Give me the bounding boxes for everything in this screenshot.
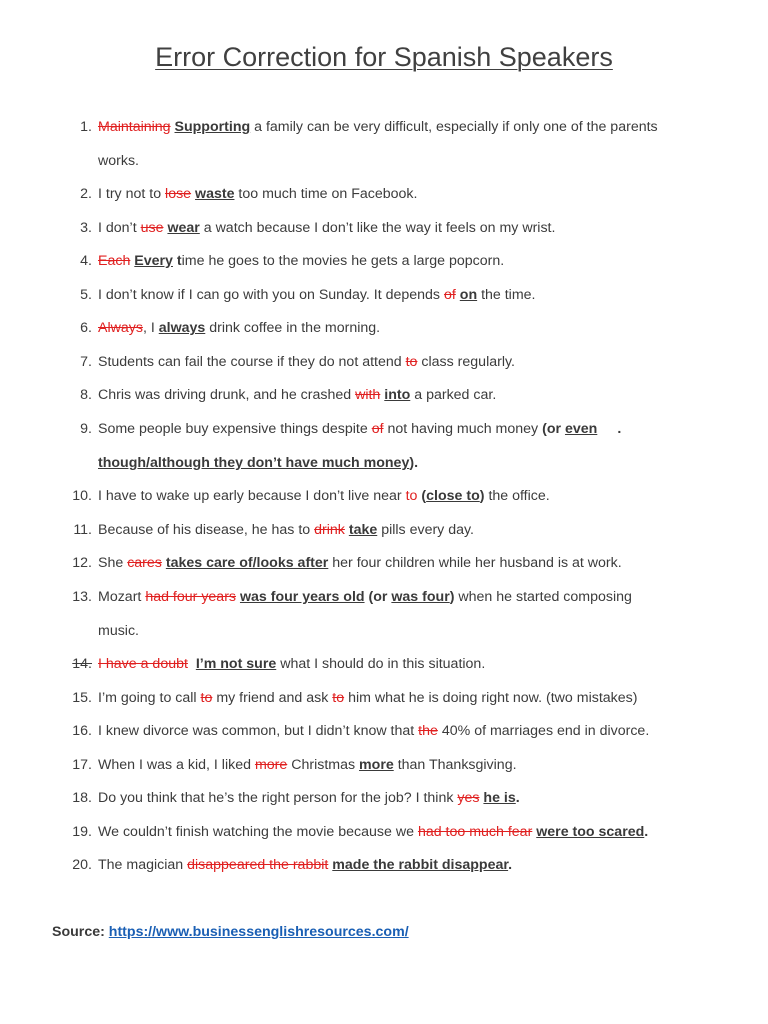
correct-word: Supporting	[174, 119, 251, 135]
item-number: 2.	[80, 186, 92, 202]
wrong-word: of	[443, 287, 456, 303]
period: .	[515, 790, 520, 806]
sentence-text: than Thanksgiving.	[397, 757, 517, 773]
wrong-word: cares	[127, 555, 162, 571]
alternative-close: )	[449, 589, 455, 605]
wrong-word: use	[140, 220, 164, 236]
sentence-text: the office.	[488, 488, 550, 504]
wrong-word: I have a doubt	[98, 656, 188, 672]
wrong-word: disappeared the rabbit	[187, 857, 329, 873]
correct-word-alt: was four	[391, 589, 450, 605]
alternative-open: (	[421, 488, 427, 504]
sentence-text: drink coffee in the morning.	[209, 320, 381, 336]
sentence-text: Because of his disease, he has to	[98, 522, 311, 538]
item-number: 6.	[80, 320, 92, 336]
sentence-text: my friend and ask	[216, 690, 329, 706]
sentence-text: her four children while her husband is at work.	[332, 555, 622, 571]
page-title: Error Correction for Spanish Speakers	[155, 42, 613, 72]
correct-word: Every	[134, 253, 173, 269]
sentence-text: Some people buy expensive things despite	[98, 421, 368, 437]
correct-word: he is	[483, 790, 516, 806]
wrong-word: to	[200, 690, 213, 706]
sentence-text: , I	[142, 320, 155, 336]
alternative-open: (or	[368, 589, 388, 605]
sentence-text: ime he goes to the movies he gets a large popcorn.	[181, 253, 505, 269]
wrong-word: more	[254, 757, 288, 773]
correct-letter: t	[176, 253, 182, 269]
wrong-word: to	[405, 354, 418, 370]
correct-word: into	[384, 387, 411, 403]
sentence-text: 40% of marriages end in divorce.	[441, 723, 650, 739]
alternative-close: )	[479, 488, 485, 504]
correct-word: close to	[426, 488, 480, 504]
sentence-text: I knew divorce was common, but I didn’t know that	[98, 723, 415, 739]
sentence-text: I try not to	[98, 186, 162, 202]
item-number: 11.	[73, 522, 92, 538]
item-number: 4.	[80, 253, 92, 269]
item-number: 19.	[72, 824, 92, 840]
sentence-text: him what he is doing right now. (two mistakes)	[348, 690, 638, 706]
correct-word: were too scared	[536, 824, 645, 840]
wrong-word: had four years	[145, 589, 237, 605]
sentence-text: too much time on Facebook.	[238, 186, 418, 202]
sentence-text: I don’t know if I can go with you on Sunday. It depends	[98, 287, 441, 303]
wrong-word: with	[355, 387, 381, 403]
correct-word: on	[459, 287, 478, 303]
sentence-text: Christmas	[291, 757, 356, 773]
source-link[interactable]: https://www.businessenglishresources.com/	[108, 924, 409, 940]
sentence-text: The magician	[98, 857, 184, 873]
correct-word: always	[158, 320, 206, 336]
alternative-close: ).	[409, 455, 419, 471]
wrong-word: to	[332, 690, 345, 706]
sentence-text: I have to wake up early because I don’t live near	[98, 488, 402, 504]
correct-word: waste	[195, 186, 235, 202]
sentence-text: works.	[98, 153, 139, 169]
sentence-text: a parked car.	[414, 387, 497, 403]
item-number: 17.	[72, 757, 92, 773]
item-number: 16.	[72, 723, 92, 739]
sentence-text: We couldn’t finish watching the movie because we	[98, 824, 414, 840]
item-number: 18.	[72, 790, 92, 806]
item-number: 3.	[80, 220, 92, 236]
correct-word: wear	[167, 220, 200, 236]
sentence-text: what I should do in this situation.	[280, 656, 486, 672]
correct-word: even	[564, 421, 598, 437]
sentence-text: When I was a kid, I liked	[98, 757, 251, 773]
alternative-open: (or	[542, 421, 562, 437]
correct-word: though/although they don’t have much money	[98, 455, 410, 471]
correct-word: was four years old	[239, 589, 365, 605]
wrong-word: yes	[457, 790, 480, 806]
wrong-word: had too much fear	[417, 824, 533, 840]
wrong-word: the	[418, 723, 438, 739]
wrong-word: of	[371, 421, 384, 437]
correct-word: more	[359, 757, 394, 773]
sentence-text: when he started composing	[458, 589, 632, 605]
period: .	[508, 857, 513, 873]
wrong-word: Always	[98, 320, 143, 336]
item-number: 20.	[72, 857, 92, 873]
item-number: 5.	[80, 287, 92, 303]
correct-word: I’m not sure	[195, 656, 277, 672]
correct-word: made the rabbit disappear	[332, 857, 509, 873]
wrong-word: drink	[314, 522, 345, 538]
correct-word: take	[348, 522, 378, 538]
sentence-text: Do you think that he’s the right person for the job? I think	[98, 790, 454, 806]
sentence-text: a watch because I don’t like the way it feels on my wrist.	[203, 220, 556, 236]
sentence-text: Chris was driving drunk, and he crashed	[98, 387, 352, 403]
sentence-text: pills every day.	[381, 522, 474, 538]
item-number: 12.	[72, 555, 92, 571]
wrong-word: Maintaining	[98, 119, 171, 135]
source-line	[52, 924, 409, 940]
sentence-text: a family can be very difficult, especially if only one of the parents	[254, 119, 658, 135]
item-number: 14.	[72, 656, 92, 672]
sentence-text: the time.	[481, 287, 536, 303]
item-number: 8.	[80, 387, 92, 403]
period: .	[644, 824, 649, 840]
item-number: 10.	[72, 488, 92, 504]
wrong-word: Each	[98, 253, 131, 269]
correct-word: takes care of/looks after	[165, 555, 329, 571]
item-number: 15.	[72, 690, 92, 706]
sentence-text: I don’t	[98, 220, 137, 236]
sentence-text: I’m going to call	[98, 690, 197, 706]
item-number: 1.	[80, 119, 92, 135]
item-number: 13.	[72, 589, 92, 605]
wrong-word: to	[405, 488, 418, 504]
source-label: Source:	[52, 924, 105, 940]
item-number: 9.	[80, 421, 92, 437]
sentence-text: not having much money	[387, 421, 539, 437]
wrong-word: lose	[165, 186, 192, 202]
sentence-text: class regularly.	[421, 354, 515, 370]
sentence-text: She	[98, 555, 124, 571]
period: .	[617, 421, 622, 437]
sentence-text: Mozart	[98, 589, 142, 605]
sentence-text: Students can fail the course if they do not attend	[98, 354, 402, 370]
sentence-text: music.	[98, 623, 139, 639]
item-number: 7.	[80, 354, 92, 370]
